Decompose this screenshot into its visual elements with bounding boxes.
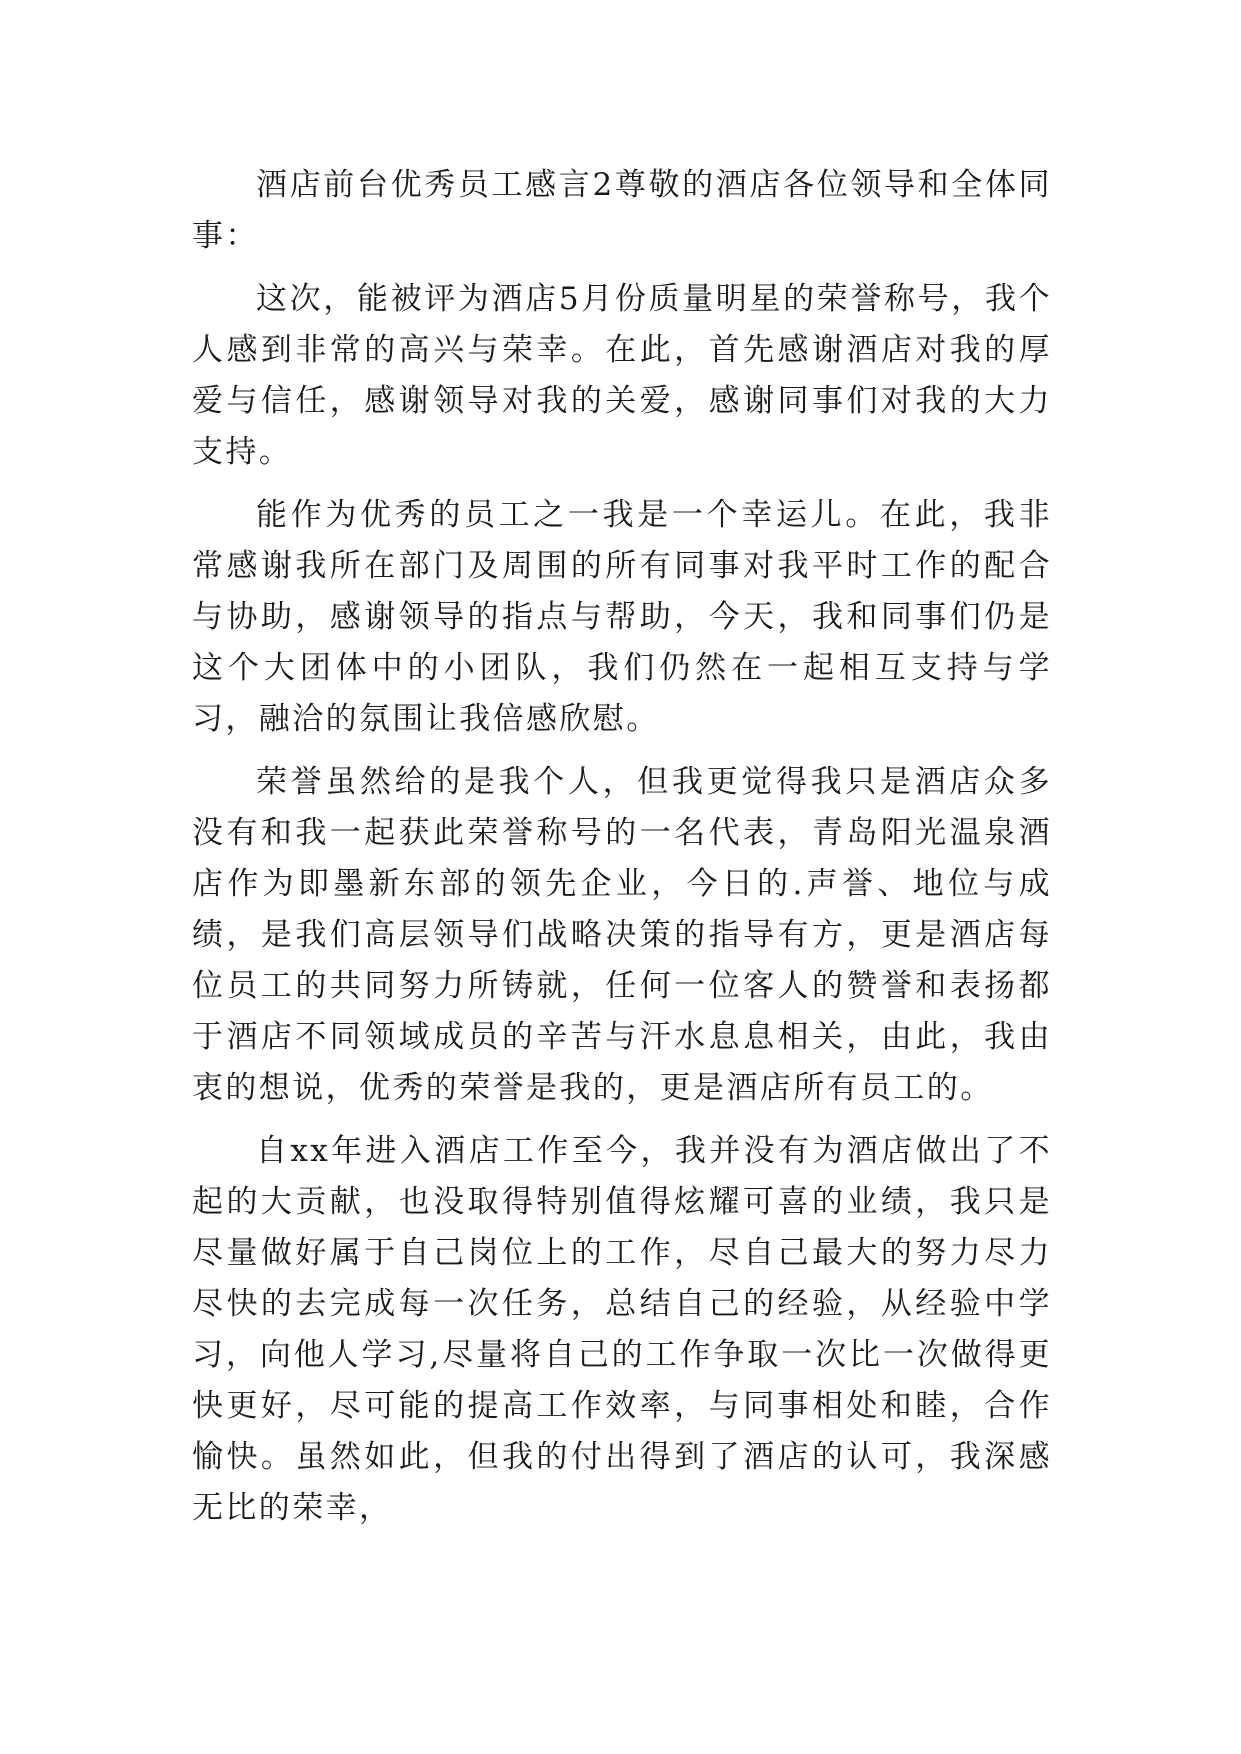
paragraph-honor-representative: 荣誉虽然给的是我个人，但我更觉得我只是酒店众多没有和我一起获此荣誉称号的一名代表，青岛阳光温泉酒店作为即墨新东部的领先企业，今日的.声誉、地位与成绩，是我们高层领导们战略决策的指导有方，更是酒店每位员工的共同努力所铸就，任何一位客人的赞誉和表扬都于酒店不同领域成员的辛苦与汗水息息相关，由此，我由衷的想说，优秀的荣誉是我的，更是酒店所有员工的。: [192, 764, 1052, 1106]
paragraph-honor-thanks: 这次，能被评为酒店5月份质量明星的荣誉称号，我个人感到非常的高兴与荣幸。在此，首先感谢酒店对我的厚爱与信任，感谢领导对我的关爱，感谢同事们对我的大力支持。: [192, 281, 1052, 470]
document-body: [192, 160, 1052, 1546]
paragraph-lucky-colleagues: 能作为优秀的员工之一我是一个幸运儿。在此，我非常感谢我所在部门及周围的所有同事对我平时工作的配合与协助，感谢领导的指点与帮助，今天，我和同事们仍是这个大团体中的小团队，我们仍然在一起相互支持与学习，融洽的氛围让我倍感欣慰。: [192, 497, 1052, 737]
paragraph-work-experience: 自xx年进入酒店工作至今，我并没有为酒店做出了不起的大贡献，也没取得特别值得炫耀可喜的业绩，我只是尽量做好属于自己岗位上的工作，尽自己最大的努力尽力尽快的去完成每一次任务，总结自己的经验，从经验中学习，向他人学习,尽量将自己的工作争取一次比一次做得更快更好，尽可能的提高工作效率，与同事相处和睦，合作愉快。虽然如此，但我的付出得到了酒店的认可，我深感无比的荣幸，: [192, 1133, 1052, 1526]
paragraph-title-greeting: 酒店前台优秀员工感言2尊敬的酒店各位领导和全体同事：: [192, 167, 1052, 254]
